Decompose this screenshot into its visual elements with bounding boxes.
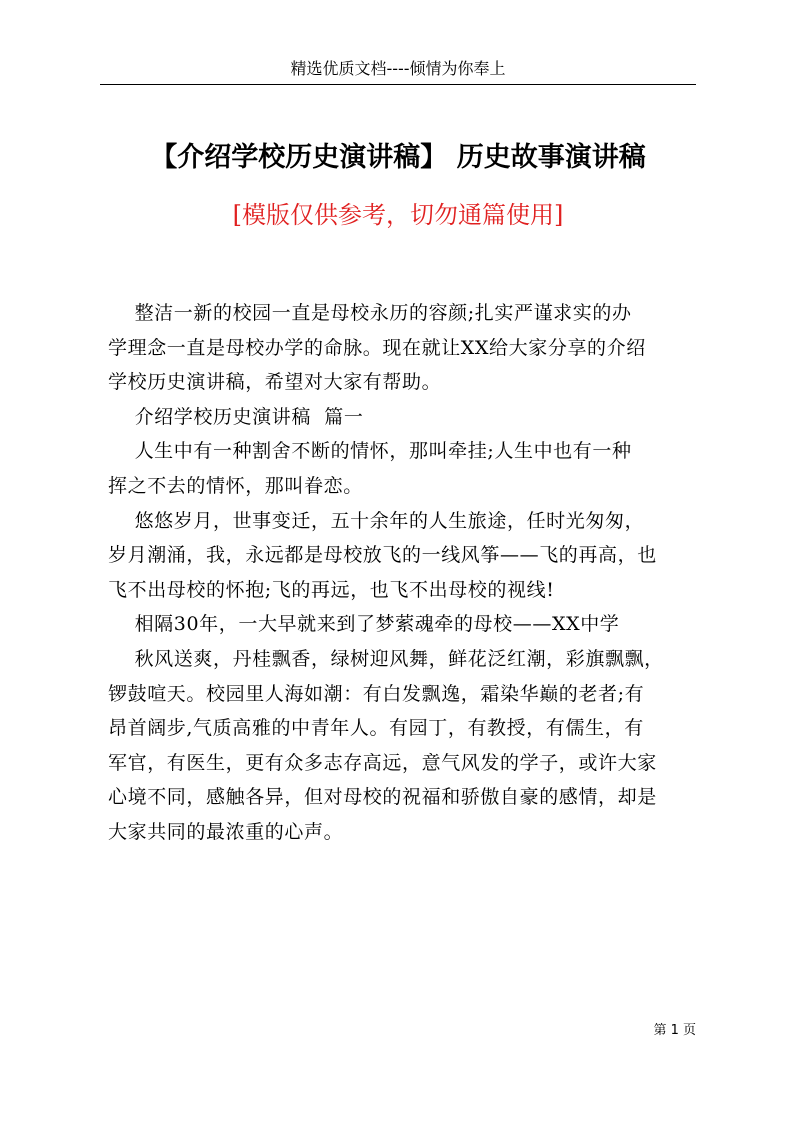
body-line: 锣鼓喧天。校园里人海如潮：有白发飘逸，霜染华巅的老者;有 (108, 682, 645, 705)
page-number: 第 1 页 (653, 1023, 696, 1038)
document-title: 【介绍学校历史演讲稿】 历史故事演讲稿 (150, 142, 646, 173)
body-line: 学校历史演讲稿，希望对大家有帮助。 (108, 371, 442, 394)
body-line: 军官，有医生，更有众多志存高远，意气风发的学子，或许大家 (108, 751, 657, 774)
header-divider (100, 84, 696, 85)
page-header: 精选优质文档----倾情为你奉上 (290, 59, 506, 78)
body-line: 介绍学校历史演讲稿 篇一 (108, 405, 364, 428)
body-line: 学理念一直是母校办学的命脉。现在就让XX给大家分享的介绍 (108, 336, 646, 359)
body-line: 岁月潮涌，我，永远都是母校放飞的一线风筝——飞的再高，也 (108, 544, 657, 567)
body-line: 挥之不去的情怀，那叫眷恋。 (108, 474, 363, 497)
body-line: 大家共同的最浓重的心声。 (108, 820, 344, 843)
body-line: 相隔30年，一大早就来到了梦萦魂牵的母校——XX中学 (108, 613, 620, 636)
document-subtitle: [模版仅供参考，切勿通篇使用] (232, 201, 564, 229)
body-line: 整洁一新的校园一直是母校永历的容颜;扎实严谨求实的办 (108, 302, 632, 324)
body-line: 悠悠岁月，世事变迁，五十余年的人生旅途，任时光匆匆， (108, 509, 645, 532)
body-line: 心境不同，感触各异，但对母校的祝福和骄傲自豪的感情，却是 (108, 786, 657, 809)
body-line: 昂首阔步,气质高雅的中青年人。有园丁，有教授，有儒生，有 (108, 717, 644, 740)
body-line: 飞不出母校的怀抱;飞的再远，也飞不出母校的视线! (108, 578, 555, 601)
body-text (108, 296, 708, 850)
body-line: 人生中有一种割舍不断的情怀，那叫牵挂;人生中也有一种 (108, 440, 632, 463)
body-line: 秋风送爽，丹桂飘香，绿树迎风舞，鲜花泛红潮，彩旗飘飘， (108, 647, 664, 670)
